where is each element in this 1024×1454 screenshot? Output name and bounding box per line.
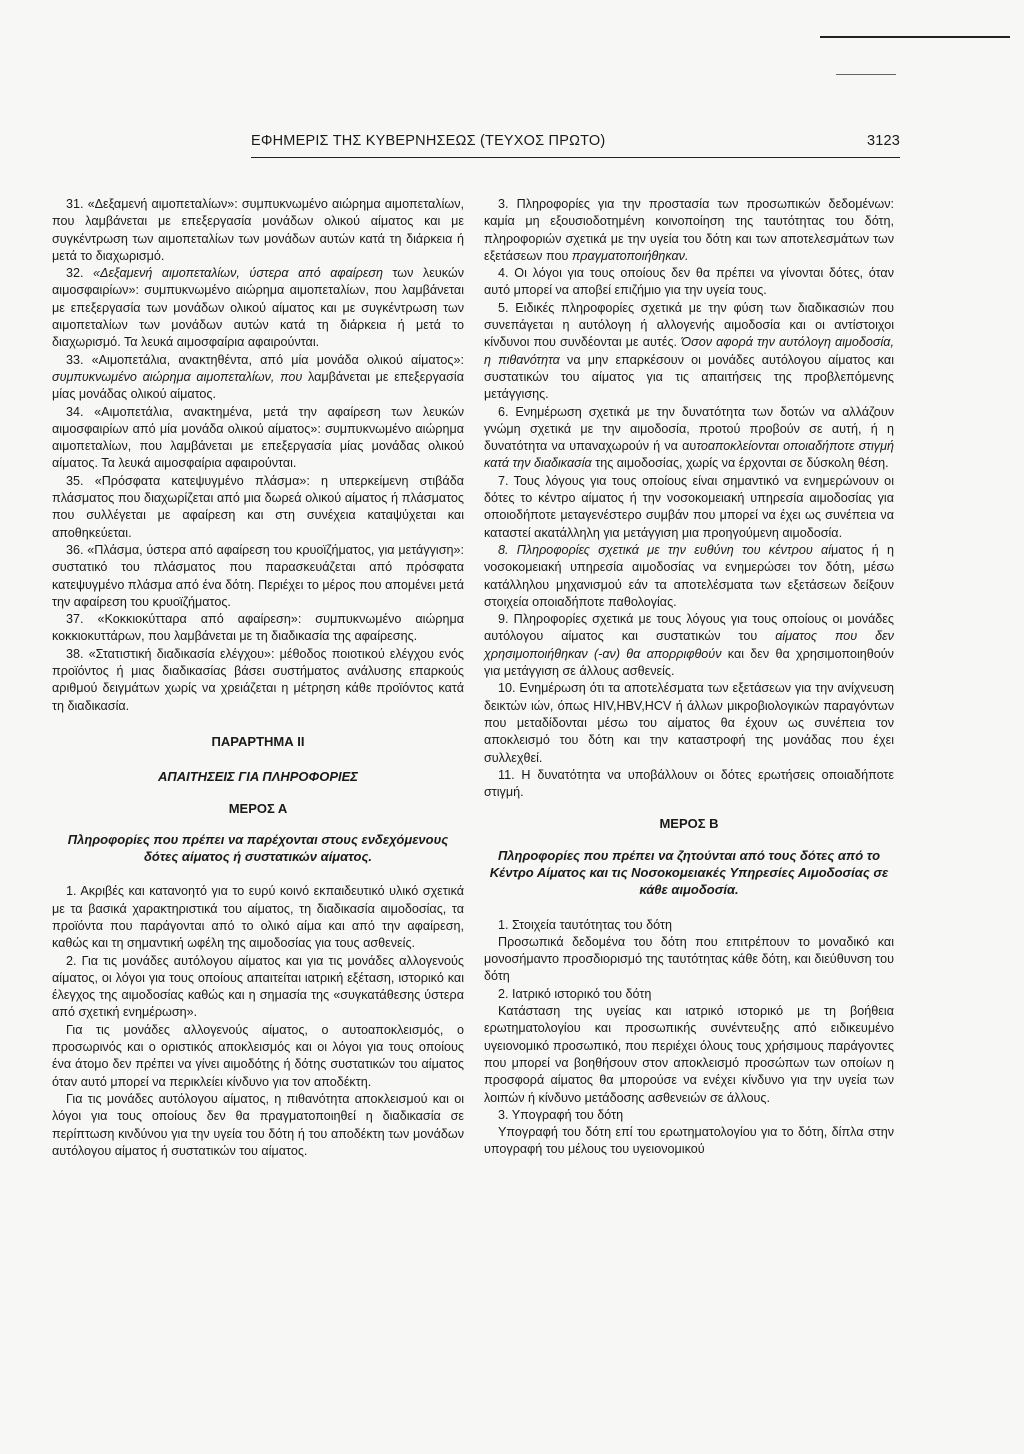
top-decorative-rule [820,36,1010,38]
right-column [484,196,894,1159]
item-8-text: ματος ή η νοσοκομειακή υπηρεσία αιμοδοσίας να ενημερώσει τον δότη, μέσω κατάλληλου μηχανισμού εάν τα αποτελέσματα των εξετάσεων δείξουν στοιχεία οποιαδήποτε παθολογίας. [484,542,894,609]
definition-37: 37. «Κοκκιοκύτταρα από αφαίρεση»: συμπυκνωμένο αιώρημα κοκκιοκυττάρων, που λαμβάνεται με τη διαδικασία της αφαίρεσης. [52,612,464,644]
definition-32-num: 32. [66,266,94,281]
left-column [52,196,464,1160]
part-a-item-10: 10. Ενημέρωση ότι τα αποτελέσματα των εξετάσεων για την ανίχνευση δεικτών ιών, όπως HIV,HBV,HCV ή άλλων μικροβιολογικών παραγόντων που μεταδίδονται μέσω του αίματος θα έχουν ως συνέπεια τον αποκλεισμό του δότη και την καταστροφή της μονάδας που έχει συλλεχθεί. [484,681,894,765]
gazette-title: ΕΦΗΜΕΡΙΣ ΤΗΣ ΚΥΒΕΡΝΗΣΕΩΣ (ΤΕΥΧΟΣ ΠΡΩΤΟ) [251,133,606,149]
part-a-item-4: 4. Οι λόγοι για τους οποίους δεν θα πρέπει να γίνονται δότες, όταν αυτό μπορεί να αποβεί επιζήμιο για την υγεία τους. [484,266,894,298]
item-8-emphasis: 8. Πληροφορίες σχετικά με την ευθύνη του κέντρου αί [498,542,832,557]
part-a-item-11: 11. Η δυνατότητα να υποβάλλουν οι δότες ερωτήσεις οποιαδήποτε στιγμή. [484,767,894,800]
definition-32 [52,265,464,351]
definition-34: 34. «Αιμοπετάλια, ανακτημένα, μετά την αφαίρεση των λευκών αιμοσφαιρίων από μία μονάδα ολικού αίματος»: συμπυκνωμένο αιώρημα αιμοπεταλίων, που λαμβάνεται με επεξεργασία μίας μονάδας ολικού αίματος. Τα λευκά αιμοσφαίρια αφαιρούνται. [52,404,464,471]
part-a-item-3 [484,196,894,265]
definition-38: 38. «Στατιστική διαδικασία ελέγχου»: μέθοδος ποιοτικού ελέγχου ενός προϊόντος ή μιας διαδικασίας βάσει συστήματος ανάλυσης επαρκούς αριθμού δειγμάτων χωρίς να χρειάζεται η μέτρηση κάθε προϊόντος κατά τη διαδικασία. [52,646,464,713]
part-b-heading: ΜΕΡΟΣ Β [659,816,719,832]
part-b-item-3-text: Υπογραφή του δότη επί του ερωτηματολογίου για το δότη, δίπλα στην υπογραφή του μέλους του υγειονομικού [484,1125,894,1157]
part-a-item-7: 7. Τους λόγους για τους οποίους είναι σημαντικό να ενημερώνουν οι δότες το κέντρο αίματος ή την νοσοκομειακή υπηρεσία αιμοδοσίας για οποιοδήποτε μεταγενέστερο συμβάν που μπορεί να έχει ως συνέπεια να καταστεί ακατάλληλη για μετάγγιση μια προηγούμενη αιμοδοσία. [484,473,894,540]
part-a-item-2: 2. Για τις μονάδες αυτόλογου αίματος και για τις μονάδες αλλογενούς αίματος, οι λόγοι για τους οποίους απαιτείται ιατρική εξέταση, ιστορικό και έλεγχος της αιμοδοσίας καθώς και η σημασία της «συγκατάθεσης ύστερα από σχετική ενημέρωση». [52,953,464,1020]
part-a-item-1: 1. Ακριβές και κατανοητό για το ευρύ κοινό εκπαιδευτικό υλικό σχετικά με τα βασικά χαρακτηριστικά του αίματος, τη διαδικασία αιμοδοσίας, τα προϊόντα που παράγονται από το ολικό αίμα και από την αφαίρεση, καθώς και τη σημαντική ωφέλη της αιμοδοσίας για τους ασθενείς. [52,884,464,951]
part-b-item-2: 2. Ιατρικό ιστορικό του δότη [498,986,652,1001]
part-a-item-9 [484,611,894,680]
definition-35: 35. «Πρόσφατα κατεψυγμένο πλάσμα»: η υπερκείμενη στιβάδα πλάσματος που διαχωρίζεται από μια δωρεά ολικού αίματος ή πλάσματος που συλλέγεται με αφαίρεση και στη συνέχεια καταψύχεται και αποθηκεύεται. [52,473,464,540]
definition-32-term: «Δεξαμενή αιμοπεταλίων, ύστερα από αφαίρεση [93,266,383,281]
top-short-rule [836,74,896,75]
part-b-item-1: 1. Στοιχεία ταυτότητας του δότη [498,917,672,932]
part-b-item-2-text: Κατάσταση της υγείας και ιατρικό ιστορικό με τη βοήθεια ερωτηματολογίου και προσωπικής συνέντευξης από ειδικευμένο υγειονομικό προσωπικό, που περιέχει όλους τους χρήσιμους παράγοντες που μπορεί να βοηθήσουν στον αποκλεισμό προσώπων των οποίων η προσφορά αίματος θα μπορούσε να ενέχει κίνδυνο για την υγεία των λοιπών ή κίνδυνο μετάδοσης ασθενειών σε άλλους. [484,1004,894,1105]
header-rule [251,157,900,158]
part-a-subheading: Πληροφορίες που πρέπει να παρέχονται στους ενδεχόμενους δότες αίματος ή συστατικών αίματος. [67,831,449,865]
item-5-emphasis: Όσον αφορά την αυτόλογη αιμοδοσία, η πιθανότητα [484,335,894,367]
item-6-text-end: της αιμοδοσίας, χωρίς να έρχονται σε δύσκολη θέση. [591,456,889,471]
part-b-subheading-end: Υπηρεσίες Αιμοδοσίας σε κάθε αιμοδοσία. [639,864,889,898]
page-header [251,133,900,149]
part-a-item-2-allogeneic: Για τις μονάδες αλλογενούς αίματος, ο αυτοαποκλεισμός, ο προσωρινός και ο οριστικός αποκλεισμός και οι λόγοι για τους οποίους ένα άτομο δεν πρέπει να γίνει αιμοδότης ή δότης συστατικών του αίματος όταν αυτό μπορεί να περικλείει κίνδυνο για τον αποδέκτη. [52,1022,464,1089]
item-9-emphasis: αίματος που δεν χρησιμοποιήθηκαν (-αν) θα απορριφθούν [484,629,894,661]
part-b-subheading [484,847,894,899]
definition-31: 31. «Δεξαμενή αιμοπεταλίων»: συμπυκνωμένο αιώρημα αιμοπεταλίων, που λαμβάνεται με επεξεργασία μονάδων ολικού αίματος και με συγκέντρωση των αιμοπεταλίων των μονάδων αυτών κατά τη διάρκεια ή μετά το διαχωρισμό. [52,197,464,263]
item-5-text: 5. Ειδικές πληροφορίες σχετικά με την φύση των διαδικασιών που συνεπάγεται η αυτόλογη ή αλλογενής αιμοδοσία και οι αντίστοιχοι κίνδυνοι που συνδέονται με αυτές. [484,300,894,350]
part-a-item-2-autologous: Για τις μονάδες αυτόλογου αίματος, η πιθανότητα αποκλεισμού και οι λόγοι για τους οποίους δεν θα πραγματοποιηθεί η διαδικασία σε περίπτωση κινδύνου για την υγεία του δότη ή του αποδέκτη των μονάδων αυτόλογου αίματος ή συστατικών του αίματος. [52,1091,464,1158]
item-3-emphasis: πραγματοποιήθηκαν. [571,248,689,263]
requirements-heading: ΑΠΑΙΤΗΣΕΙΣ ΓΙΑ ΠΛΗΡΟΦΟΡΙΕΣ [158,769,358,785]
part-a-item-8 [484,542,894,611]
definition-32-text: των λευκών αιμοσφαιρίων»: συμπυκνωμένο αιώρημα αιμοπεταλίων, που λαμβάνεται με επεξεργασία των μονάδων ολικού αίματος και με συγκέντρωση των αιμοπεταλίων των μονάδων αυτών κατά τη διάρκεια ή μετά το διαχωρισμό. Τα λευκά αιμοσφαίρια αφαιρούνται. [52,266,464,350]
part-a-item-5 [484,300,894,404]
part-b-item-1-text: Προσωπικά δεδομένα του δότη που επιτρέπουν το μοναδικό και μονοσήμαντο προσδιορισμό της ταυτότητας κάθε δότη, και διεύθυνση του δότη [484,934,894,984]
definition-33-emphasis: συμπυκνωμένο αιώρημα αιμοπεταλίων, που [52,369,303,384]
part-b-item-3: 3. Υπογραφή του δότη [498,1107,624,1122]
item-6-emphasis: τοαποκλείονται οποιαδήποτε στιγμή κατά την διαδικασία [484,439,894,471]
definition-33-term: 33. «Αιμοπετάλια, ανακτηθέντα, από μία μονάδα ολικού αίματος»: [66,352,464,367]
item-9-text-end: και δεν θα χρησιμοποιηθούν για μετάγγιση σε άλλους ασθενείς. [484,646,894,679]
definition-33-text: λαμβάνεται με επεξεργασία μίας μονάδας ολικού αίματος. [52,369,464,402]
item-3-text: 3. Πληροφορίες για την προστασία των προσωπικών δεδομένων: καμία μη εξουσιοδοτημένη κοινοποίηση της ταυτότητας του δότη, πληροφοριών σχετικά με την υγεία του δότη και των αποτελεσμάτων των εξετάσεων που [484,197,894,263]
part-a-heading: ΜΕΡΟΣ Α [228,800,288,816]
item-5-text-end: να μην επαρκέσουν οι μονάδες αυτόλογου αίματος και συστατικών του αίματος για τις απαιτήσεις της προβλεπόμενης μετάγγισης. [484,352,894,402]
annex-heading: ΠΑΡΑΡΤΗΜΑ ΙΙ [211,733,305,749]
item-9-text: 9. Πληροφορίες σχετικά με τους λόγους για τους οποίους οι μονάδες αυτόλογου αίματος και συστατικών του [484,612,894,644]
definition-33 [52,352,464,404]
item-6-text: 6. Ενημέρωση σχετικά με την δυνατότητα των δοτών να αλλάζουν γνώμη σχετικά με την αιμοδοσία, προτού προβούν σε αυτή, ή η δυνατότητα να υπαναχωρούν ή να αυ [484,404,894,454]
definition-36: 36. «Πλάσμα, ύστερα από αφαίρεση του κρυοϊζήματος, για μετάγγιση»: συστατικό του πλάσματος που παρασκευάζεται από πρόσφατα κατεψυγμένο πλάσμα από ένα δότη. Περιέχει το μέρος που απομένει μετά την αφαίρεση του κρυοϊζήματος. [52,542,464,609]
page-number: 3123 [866,133,900,149]
part-b-subheading-text: Πληροφορίες που πρέπει να ζητούνται από τους δότες από το Κέντρο Αίματος και τις Νοσοκομειακές [489,847,881,880]
part-a-item-6 [484,404,894,473]
